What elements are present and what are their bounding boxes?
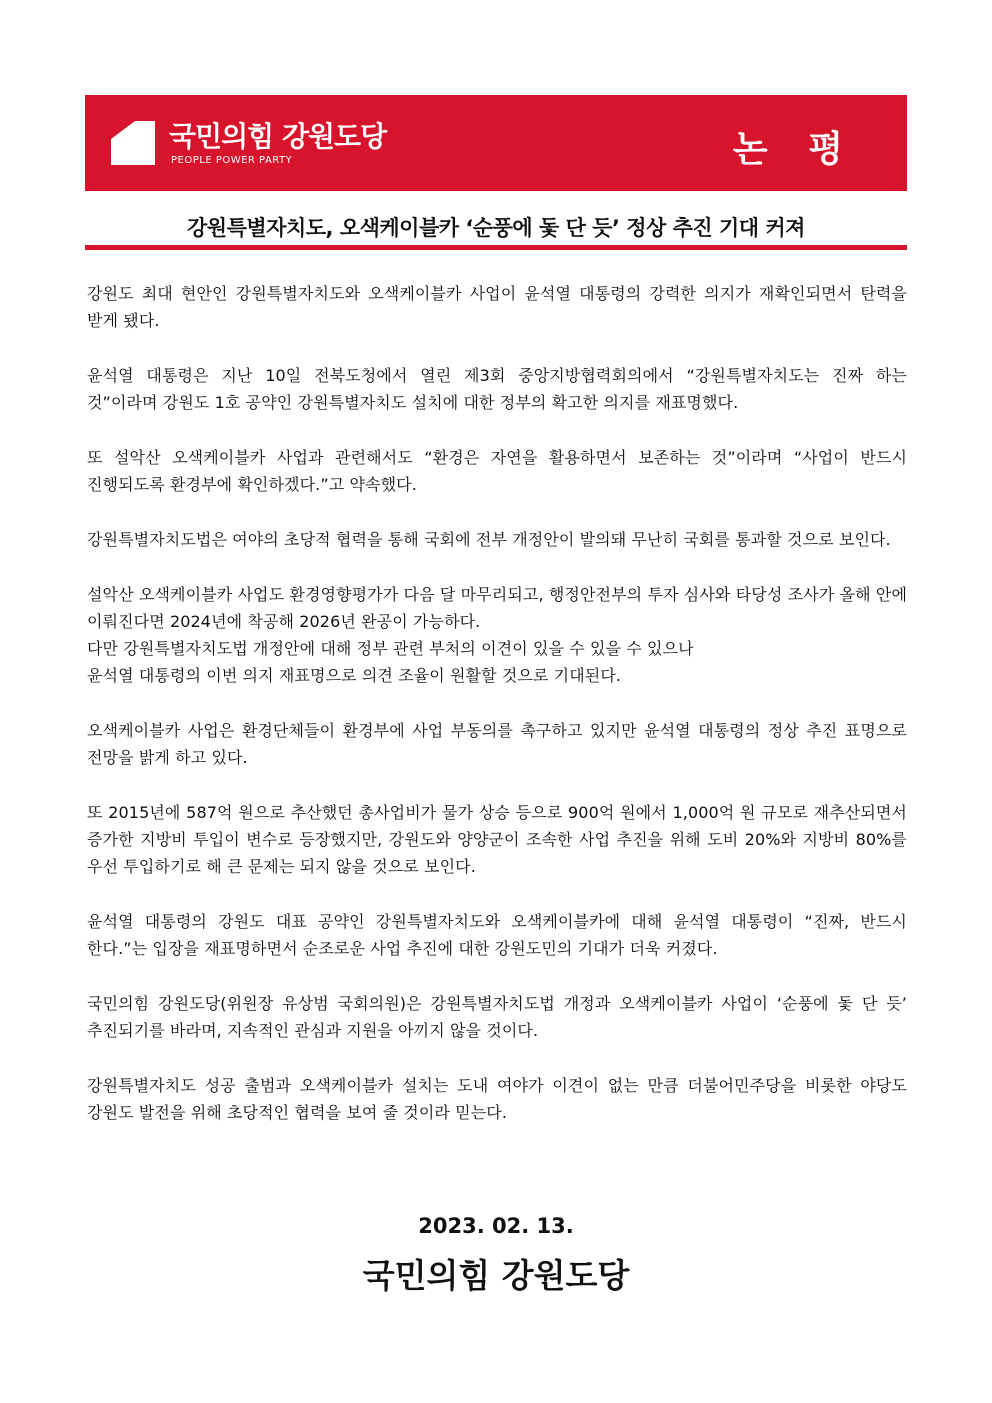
paragraph: 국민의힘 강원도당(위원장 유상범 국회의원)은 강원특별자치도법 개정과 오색케이블카 사업이 ‘순풍에 돛 단 듯’ 추진되기를 바라며, 지속적인 관심과 지원을 아끼지 않을 것이다. <box>87 994 907 1040</box>
paragraph: 강원특별자치도법은 여야의 초당적 협력을 통해 국회에 전부 개정안이 발의돼 무난히 국회를 통과할 것으로 보인다. <box>87 530 891 549</box>
party-logo-icon <box>107 117 159 169</box>
party-name-english: PEOPLE POWER PARTY <box>171 155 293 166</box>
party-name: 국민의힘 강원도당 <box>169 120 387 153</box>
paragraph: 윤석열 대통령은 지난 10일 전북도청에서 열린 제3회 중앙지방협력회의에서 “강원특별자치도는 진짜 하는 것”이라며 강원도 1호 공약인 강원특별자치도 설치에 대한 정부의 확고한 의지를 재표명했다. <box>87 366 907 412</box>
paragraph: 강원도 최대 현안인 강원특별자치도와 오색케이블카 사업이 윤석열 대통령의 강력한 의지가 재확인되면서 탄력을 받게 됐다. <box>87 284 907 330</box>
paragraph: 오색케이블카 사업은 환경단체들이 환경부에 사업 부동의를 촉구하고 있지만 윤석열 대통령의 정상 추진 표명으로 전망을 밝게 하고 있다. <box>87 721 907 767</box>
statement-date: 2023. 02. 13. <box>418 1214 574 1238</box>
paragraph: 또 2015년에 587억 원으로 추산했던 총사업비가 물가 상승 등으로 900억 원에서 1,000억 원 규모로 재추산되면서 증가한 지방비 투입이 변수로 등장했지만, 강원도와 양양군이 조속한 사업 추진을 위해 도비 20%와 지방비 80%를 우선 투입하기로 해 큰 문제는 되지 않을 것으로 보인다. <box>87 803 907 876</box>
paragraph: 윤석열 대통령의 강원도 대표 공약인 강원특별자치도와 오색케이블카에 대해 윤석열 대통령이 “진짜, 반드시 한다.”는 입장을 재표명하면서 순조로운 사업 추진에 대한 강원도민의 기대가 더욱 커졌다. <box>87 912 907 958</box>
paragraph: 강원특별자치도 성공 출범과 오색케이블카 설치는 도내 여야가 이견이 없는 만큼 더불어민주당을 비롯한 야당도 강원도 발전을 위해 초당적인 협력을 보여 줄 것이라 믿는다. <box>87 1076 907 1122</box>
paragraph: 설악산 오색케이블카 사업도 환경영향평가가 다음 달 마무리되고, 행정안전부의 투자 심사와 타당성 조사가 올해 안에 이뤄진다면 2024년에 착공해 2026년 완공이 가능하다. 다만 강원특별자치도법 개정안에 대해 정부 관련 부처의 이견이 있을 수 있을 수 있으나 윤석열 대통령의 이번 의지 재표명으로 의견 조율이 원활할 것으로 기대된다. <box>87 585 907 685</box>
signature: 국민의힘 강원도당 <box>362 1256 630 1295</box>
title-divider <box>85 245 907 250</box>
headline: 강원특별자치도, 오색케이블카 ‘순풍에 돛 단 듯’ 정상 추진 기대 커져 <box>187 216 805 240</box>
paragraph: 또 설악산 오색케이블카 사업과 관련해서도 “환경은 자연을 활용하면서 보존하는 것”이라며 “사업이 반드시 진행되도록 환경부에 확인하겠다.”고 약속했다. <box>87 448 907 494</box>
header-banner <box>85 95 907 191</box>
document-type-label: 논 평 <box>732 129 857 170</box>
statement-body <box>87 280 907 1154</box>
